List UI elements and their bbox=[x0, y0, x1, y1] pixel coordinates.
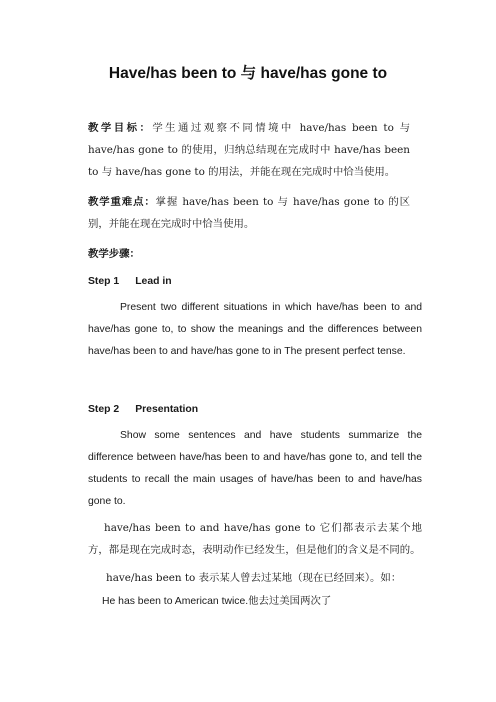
step1-name: Lead in bbox=[135, 276, 172, 287]
step2-number: Step 2 bbox=[88, 404, 120, 415]
step2-text: Show some sentences and have students summarize the difference between have/has been to and have/has gone to, and tell the students to recall the main usages of have/has been to and have/has gone to. bbox=[88, 430, 422, 507]
example1-line: He has been to American twice.他去过美国两次了 bbox=[102, 596, 332, 607]
step1-heading bbox=[88, 271, 172, 293]
objectives-paragraph bbox=[88, 117, 410, 183]
step2-name: Presentation bbox=[135, 404, 199, 415]
key-points-text: 掌握 have/has been to 与 have/has gone to 的区别，并能在现在完成时中恰当使用。 bbox=[88, 196, 410, 230]
key-points-label: 教学重难点： bbox=[88, 196, 156, 208]
step1-text: Present two different situations in which have/has been to and have/has gone to, to show the meanings and the differences between have/has been to and have/has gone to in The present perfect tense. bbox=[88, 302, 422, 357]
note2-line: have/has been to 表示某人曾去过某地（现在已经回来）。如： bbox=[106, 572, 402, 584]
objectives-text: 学生通过观察不同情境中 have/has been to 与 have/has gone to 的使用，归纳总结现在完成时中 have/has been to 与 have/has gone to 的用法，并能在现在完成时中恰当使用。 bbox=[88, 122, 410, 178]
steps-heading: 教学步骤： bbox=[88, 248, 140, 260]
objectives-label: 教学目标： bbox=[88, 122, 153, 134]
page-title: Have/has been to 与 have/has gone to bbox=[108, 65, 388, 82]
step1-number: Step 1 bbox=[88, 276, 120, 287]
step2-heading bbox=[88, 399, 198, 421]
note1-paragraph: have/has been to and have/has gone to 它们都表示去某个地方，都是现在完成时态，表明动作已经发生，但是他们的含义是不同的。 bbox=[88, 522, 422, 556]
key-points-paragraph bbox=[88, 191, 410, 235]
